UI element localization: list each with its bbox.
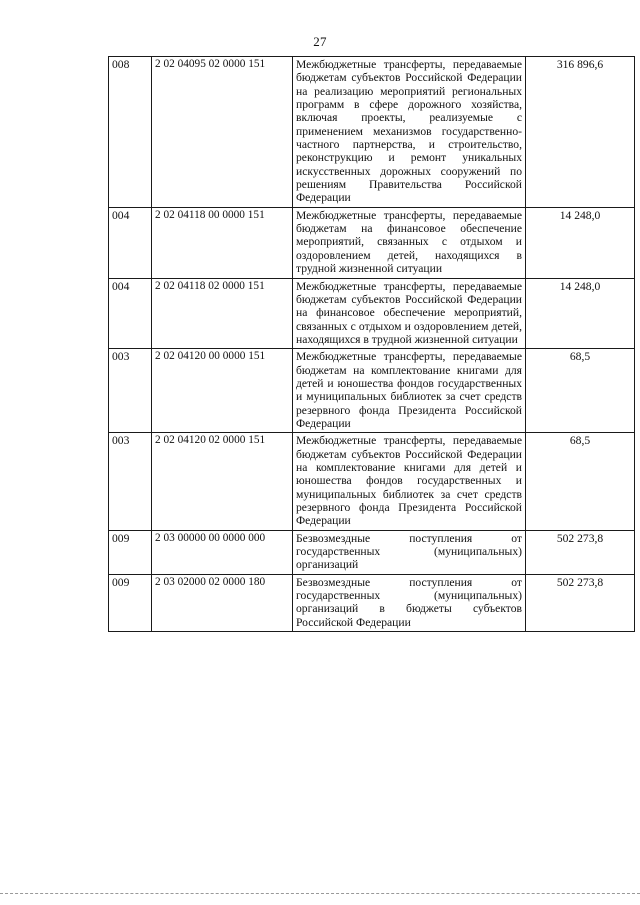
admin-code-cell: 004 [109,278,152,349]
table-row [109,57,635,208]
admin-code-cell: 009 [109,574,152,631]
amount-cell: 68,5 [526,433,635,530]
amount-cell: 502 273,8 [526,530,635,574]
budget-code-cell: 2 02 04120 02 0000 151 [152,433,293,530]
table-row [109,574,635,631]
amount-cell: 14 248,0 [526,207,635,278]
revenue-name-cell: Безвозмездные поступления от государственных (муниципальных) организаций в бюджеты субъектов Российской Федерации [293,574,526,631]
budget-code-cell: 2 02 04118 02 0000 151 [152,278,293,349]
revenue-name-cell: Межбюджетные трансферты, передаваемые бюджетам на комплектование книгами для детей и юношества фондов государственных и муниципальных библиотек за счет средств резервного фонда Президента Российской Федерации [293,349,526,433]
revenue-table [108,56,635,632]
budget-code-cell: 2 02 04095 02 0000 151 [152,57,293,208]
amount-cell: 68,5 [526,349,635,433]
admin-code-cell: 009 [109,530,152,574]
admin-code-cell: 003 [109,433,152,530]
budget-code-cell: 2 02 04120 00 0000 151 [152,349,293,433]
revenue-name-cell: Межбюджетные трансферты, передаваемые бюджетам на финансовое обеспечение мероприятий, связанных с отдыхом и оздоровлением детей, находящихся в трудной жизненной ситуации [293,207,526,278]
admin-code-cell: 008 [109,57,152,208]
table-row [109,349,635,433]
revenue-name-cell: Межбюджетные трансферты, передаваемые бюджетам субъектов Российской Федерации на комплектование книгами для детей и юношества фондов государственных и муниципальных библиотек за счет средств резервного фонда Президента Российской Федерации [293,433,526,530]
budget-code-cell: 2 03 00000 00 0000 000 [152,530,293,574]
budget-code-cell: 2 02 04118 00 0000 151 [152,207,293,278]
table-row [109,530,635,574]
amount-cell: 316 896,6 [526,57,635,208]
page-bottom-rule [0,893,640,894]
amount-cell: 502 273,8 [526,574,635,631]
revenue-name-cell: Безвозмездные поступления от государственных (муниципальных) организаций [293,530,526,574]
admin-code-cell: 003 [109,349,152,433]
revenue-name-cell: Межбюджетные трансферты, передаваемые бюджетам субъектов Российской Федерации на реализацию мероприятий региональных программ в сфере дорожного хозяйства, включая проекты, реализуемые с применением механизмов государственно-частного партнерства, и строительство, реконструкцию и ремонт уникальных искусственных дорожных сооружений по решениям Правительства Российской Федерации [293,57,526,208]
table-row [109,433,635,530]
admin-code-cell: 004 [109,207,152,278]
table-row [109,278,635,349]
amount-cell: 14 248,0 [526,278,635,349]
budget-code-cell: 2 03 02000 02 0000 180 [152,574,293,631]
page-number: 27 [313,34,327,49]
table-row [109,207,635,278]
revenue-name-cell: Межбюджетные трансферты, передаваемые бюджетам субъектов Российской Федерации на финансовое обеспечение мероприятий, связанных с отдыхом и оздоровлением детей, находящихся в трудной жизненной ситуации [293,278,526,349]
